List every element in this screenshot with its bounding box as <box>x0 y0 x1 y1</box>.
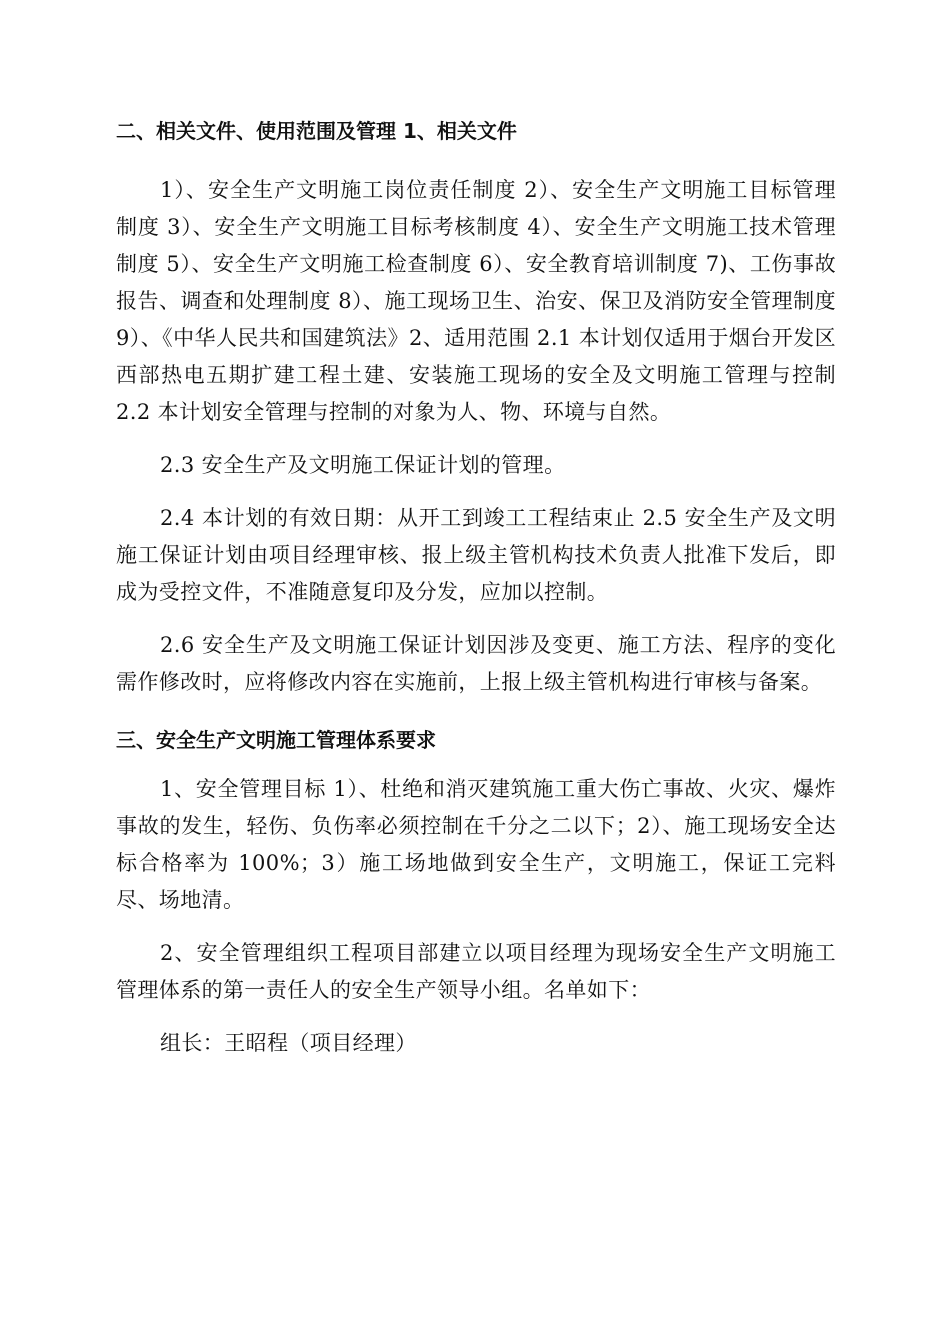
related-files-paragraph: 1）、安全生产文明施工岗位责任制度 2）、安全生产文明施工目标管理制度 3）、安全生产文明施工目标考核制度 4）、安全生产文明施工技术管理制度 5）、安全生产文明施工检查制度 6）、安全教育培训制度 7)、工伤事故报告、调查和处理制度 8）、施工现场卫生、治安、保卫及消防安全管理制度 9）、《中华人民共和国建筑法》2、适用范围 2.1 本计划仅适用于烟台开发区西部热电五期扩建工程土建、安装施工现场的安全及文明施工管理与控制 2.2 本计划安全管理与控制的对象为人、物、环境与自然。 <box>116 178 836 424</box>
document-body <box>116 116 836 1062</box>
section-3-heading: 三、安全生产文明施工管理体系要求 <box>116 728 436 752</box>
safety-organization-paragraph: 2、安全管理组织工程项目部建立以项目经理为现场安全生产文明施工管理体系的第一责任人的安全生产领导小组。名单如下： <box>116 941 836 1002</box>
team-leader-line: 组长：王昭程（项目经理） <box>160 1031 417 1055</box>
paragraph-2-3: 2.3 安全生产及文明施工保证计划的管理。 <box>160 453 566 477</box>
paragraph-2-4: 2.4 本计划的有效日期：从开工到竣工工程结束止 2.5 安全生产及文明施工保证计划由项目经理审核、报上级主管机构技术负责人批准下发后，即成为受控文件，不准随意复印及分发，应加以控制。 <box>116 506 836 604</box>
section-2-heading: 二、相关文件、使用范围及管理 1、相关文件 <box>116 119 517 143</box>
safety-goals-paragraph: 1、安全管理目标 1）、杜绝和消灭建筑施工重大伤亡事故、火灾、爆炸事故的发生，轻伤、负伤率必须控制在千分之二以下；2）、施工现场安全达标合格率为 100%；3）施工场地做到安全生产，文明施工，保证工完料尽、场地清。 <box>116 777 836 912</box>
paragraph-2-6: 2.6 安全生产及文明施工保证计划因涉及变更、施工方法、程序的变化需作修改时，应将修改内容在实施前，上报上级主管机构进行审核与备案。 <box>116 633 836 694</box>
